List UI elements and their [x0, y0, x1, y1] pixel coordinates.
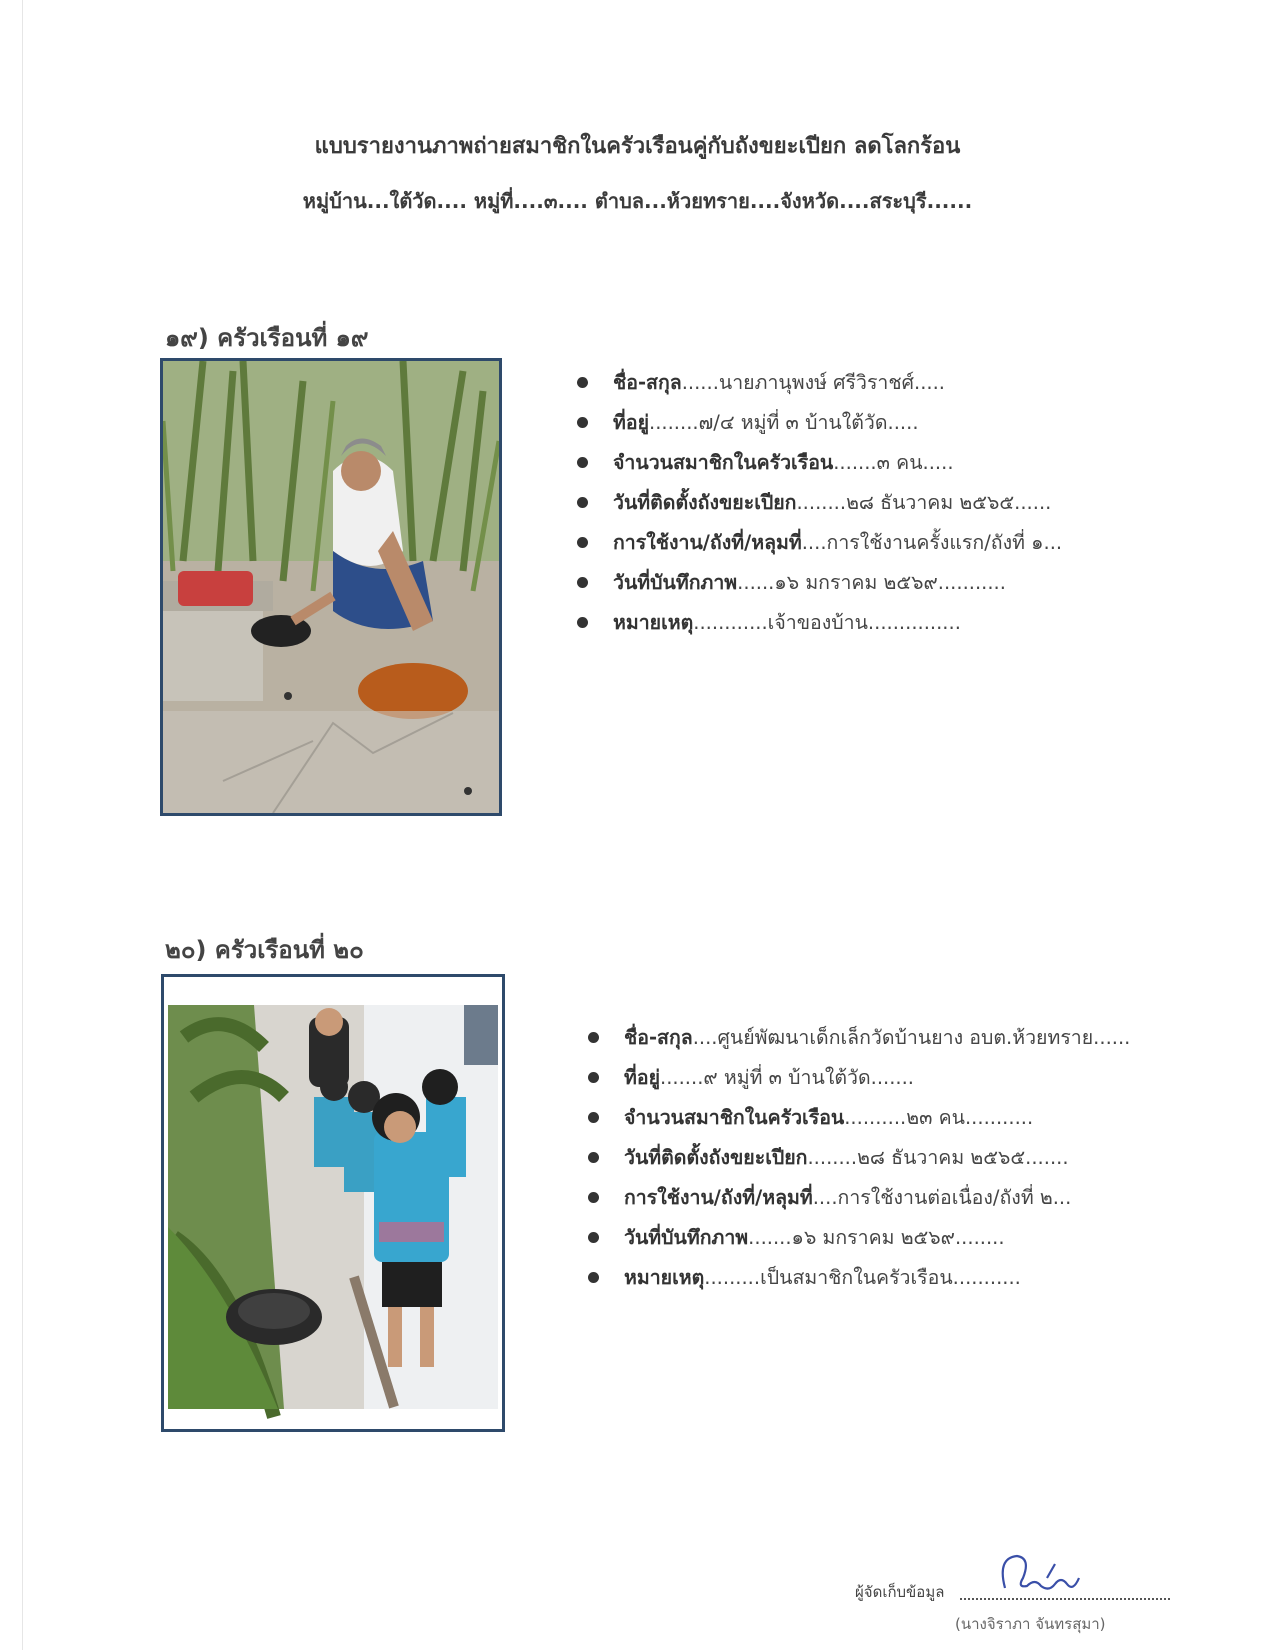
field-label: วันที่บันทึกภาพ — [624, 1226, 749, 1249]
field-label: ชื่อ-สกุล — [613, 371, 682, 394]
bullet-icon — [577, 617, 588, 628]
signature-label: ผู้จัดเก็บข้อมูล — [855, 1583, 945, 1601]
field-label: จำนวนสมาชิกในครัวเรือน — [613, 451, 834, 474]
field-value: .......๓ คน..... — [833, 451, 954, 474]
field-label: ที่อยู่ — [624, 1066, 660, 1089]
signature-mark — [995, 1548, 1085, 1598]
household-19-members-row — [577, 443, 1062, 483]
field-label: วันที่ติดตั้งถังขยะเปียก — [613, 491, 797, 514]
bullet-icon — [588, 1112, 599, 1123]
household-19-photo — [160, 358, 502, 816]
bullet-icon — [588, 1192, 599, 1203]
bullet-icon — [588, 1232, 599, 1243]
household-19-photo-date-row — [577, 563, 1062, 603]
bullet-icon — [588, 1072, 599, 1083]
field-label: จำนวนสมาชิกในครัวเรือน — [624, 1106, 845, 1129]
field-value: .......๙ หมู่ที่ ๓ บ้านใต้วัด....... — [660, 1066, 915, 1089]
household-19-usage-row — [577, 523, 1062, 563]
field-label: การใช้งาน/ถังที่/หลุมที่ — [613, 531, 802, 554]
report-title: แบบรายงานภาพถ่ายสมาชิกในครัวเรือนคู่กับถังขยะเปียก ลดโลกร้อน — [314, 134, 961, 159]
field-value: ....การใช้งานต่อเนื่อง/ถังที่ ๒... — [812, 1186, 1072, 1209]
field-value: ........๗/๔ หมู่ที่ ๓ บ้านใต้วัด..... — [649, 411, 919, 434]
household-19-name-row — [577, 363, 1062, 403]
bullet-icon — [577, 417, 588, 428]
household-20-heading: ๒๐) ครัวเรือนที่ ๒๐ — [165, 936, 364, 964]
household-20-photo — [161, 974, 505, 1432]
bullet-icon — [577, 537, 588, 548]
household-20-photo-date-row — [588, 1218, 1130, 1258]
bullet-icon — [577, 497, 588, 508]
field-label: การใช้งาน/ถังที่/หลุมที่ — [624, 1186, 813, 1209]
household-20-install-date-row — [588, 1138, 1130, 1178]
field-label: หมายเหตุ — [624, 1266, 705, 1289]
bullet-icon — [577, 577, 588, 588]
household-20-note-row — [588, 1258, 1130, 1298]
field-value: .........เป็นสมาชิกในครัวเรือน........... — [704, 1266, 1021, 1289]
household-19-note-row — [577, 603, 1062, 643]
household-19-heading: ๑๙) ครัวเรือนที่ ๑๙ — [165, 324, 369, 352]
household-19-install-date-row — [577, 483, 1062, 523]
signature-line — [960, 1598, 1170, 1600]
report-subtitle: หมู่บ้าน...ใต้วัด.... หมู่ที่....๓.... ตำบล...ห้วยทราย....จังหวัด....สระบุรี...... — [302, 189, 973, 213]
household-20-usage-row — [588, 1178, 1130, 1218]
field-value: ............เจ้าของบ้าน............... — [693, 611, 961, 634]
field-value: ........๒๘ ธันวาคม ๒๕๖๕...... — [796, 491, 1052, 514]
household-20-details — [588, 1018, 1130, 1298]
bullet-icon — [588, 1152, 599, 1163]
field-label: วันที่ติดตั้งถังขยะเปียก — [624, 1146, 808, 1169]
scan-edge-line — [22, 0, 23, 1650]
field-label: วันที่บันทึกภาพ — [613, 571, 738, 594]
household-20-address-row — [588, 1058, 1130, 1098]
field-value: ....ศูนย์พัฒนาเด็กเล็กวัดบ้านยาง อบต.ห้วยทราย...... — [692, 1026, 1131, 1049]
bullet-icon — [577, 457, 588, 468]
household-20-name-row — [588, 1018, 1130, 1058]
field-value: ......นายภานุพงษ์ ศรีวิราชศ์..... — [681, 371, 945, 394]
household-19-details — [577, 363, 1062, 643]
field-label: ชื่อ-สกุล — [624, 1026, 693, 1049]
household-19-address-row — [577, 403, 1062, 443]
field-label: หมายเหตุ — [613, 611, 694, 634]
field-value: .......๑๖ มกราคม ๒๕๖๙........ — [748, 1226, 1005, 1249]
field-label: ที่อยู่ — [613, 411, 649, 434]
field-value: ......๑๖ มกราคม ๒๕๖๙........... — [737, 571, 1006, 594]
signature-name: (นางจิราภา จันทรสุมา) — [955, 1615, 1106, 1633]
bullet-icon — [577, 377, 588, 388]
bullet-icon — [588, 1272, 599, 1283]
field-value: ..........๒๓ คน........... — [844, 1106, 1034, 1129]
field-value: ........๒๘ ธันวาคม ๒๕๖๕....... — [807, 1146, 1069, 1169]
field-value: ....การใช้งานครั้งแรก/ถังที่ ๑... — [801, 531, 1063, 554]
bullet-icon — [588, 1032, 599, 1043]
household-20-members-row — [588, 1098, 1130, 1138]
